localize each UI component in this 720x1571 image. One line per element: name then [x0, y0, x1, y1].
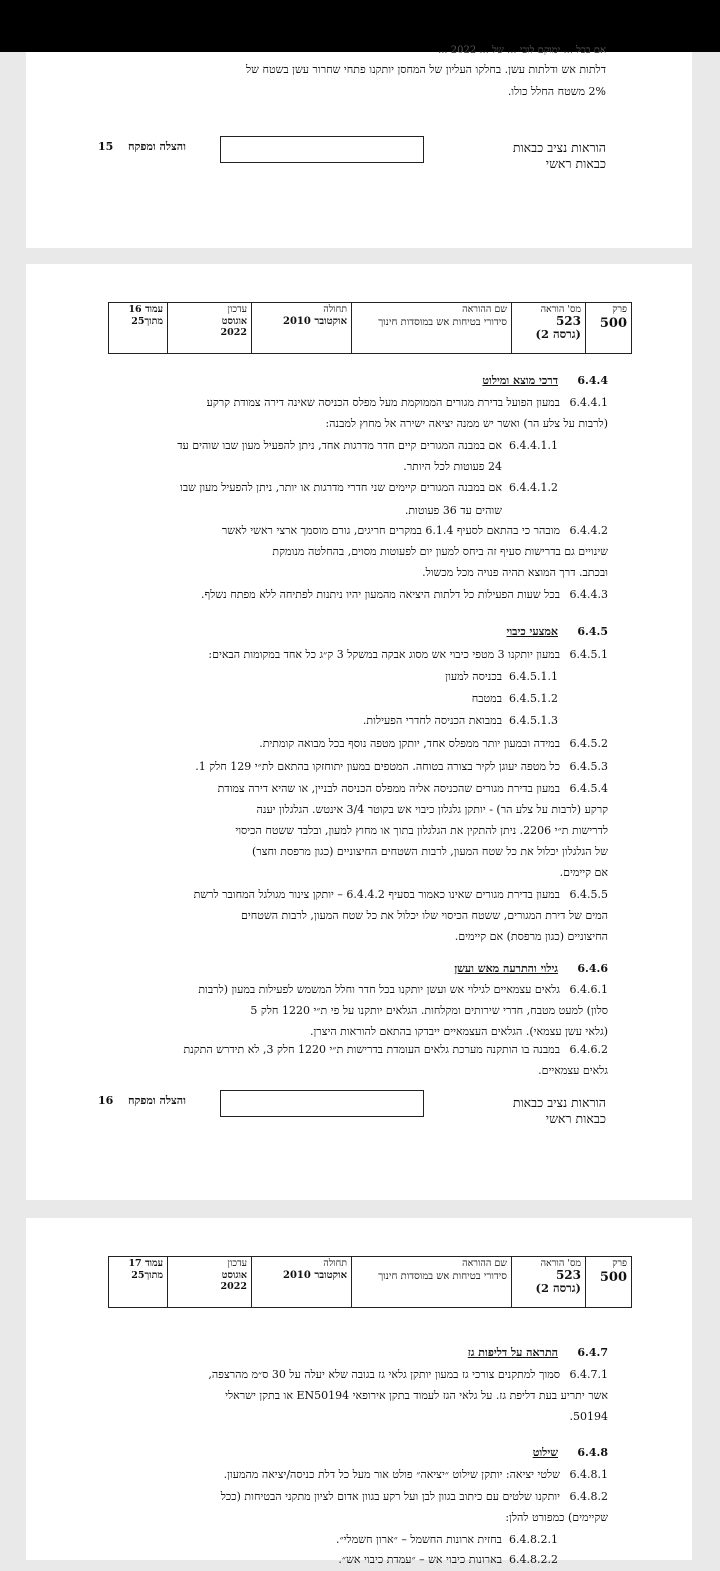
document-page-16	[26, 264, 692, 1200]
clause-text: סלון) למעט מטבח, חדרי שירותים ומקלחות. הגלאים יותקנו על פי ת״י 1220 חלק 5	[250, 1004, 608, 1017]
clause-number: 6.4.4.2	[569, 524, 608, 537]
footer-left	[128, 1094, 186, 1107]
clause-number: 6.4.4.1.1	[509, 439, 558, 452]
clause-number: 6.4.6.1	[569, 983, 608, 996]
clause-number: 6.4.5.3	[569, 760, 608, 773]
footer-subtitle: כבאות ראשי	[545, 1111, 606, 1126]
footer-left	[128, 140, 186, 153]
clause-text: שינויים גם בדרישות סעיף זה ביחס למעון יום לפעוטות מסוים, בהחלטה מנומקת	[272, 545, 608, 558]
clause-text: במעון בדירת מגורים שהכניסה אליה ממפלס הכניסה לבניין, או שהיא דירה צמודת	[217, 782, 560, 795]
clause-number: 6.4.4.3	[569, 588, 608, 601]
header-page-cell	[107, 1257, 167, 1307]
clause-text: גלאים עצמאיים.	[538, 1064, 608, 1077]
page-number: 15	[98, 140, 114, 153]
footer-left-text: והצלה ומפקח	[128, 1094, 186, 1107]
clause-text: ובכתב. דרך המוצא תהיה פנויה מכל מכשול.	[422, 566, 608, 579]
order-no-value: 523	[555, 313, 581, 328]
effective-label: תחולה	[323, 1258, 347, 1269]
clause-text: (גלאי עשן עצמאי). הגלאים העצמאיים ייבדקו בהתאם להוראות היצרן.	[309, 1025, 608, 1038]
clause-text: במעון בדירת מגורים שאינו כאמור בסעיף 6.4.4.2 – יותקן צינור מגולגל המחובר לרשת	[193, 888, 560, 901]
update-year: 2022	[220, 327, 247, 338]
clause-number: 6.4.5.2	[569, 737, 608, 750]
header-page-cell	[107, 303, 167, 353]
section-number: 6.4.7	[577, 1346, 608, 1359]
page-no: 16	[128, 304, 142, 315]
footer-signature-box	[220, 1090, 424, 1117]
section-number: 6.4.4	[577, 374, 608, 387]
chapter-label: פרק	[612, 304, 627, 315]
clause-text: במעון יותקנו 3 מטפי כיבוי אש מסוג אבקה במשקל 3 ק״ג כל אחד במקומות הבאים:	[208, 648, 560, 661]
page-label: עמוד	[144, 1258, 163, 1269]
clause-number: 6.4.8.2	[569, 1490, 608, 1503]
total-pages: 25	[131, 315, 145, 327]
clause-text: שוהים עד 36 פעוטות.	[404, 504, 502, 517]
footer-right	[513, 140, 606, 172]
document-header-table	[108, 302, 632, 354]
header-order-cell	[511, 303, 585, 353]
order-name-label: שם ההוראה	[462, 1258, 507, 1269]
clause-text: 24 פעוטות לכל היותר.	[403, 460, 502, 473]
document-page-17	[26, 1218, 692, 1566]
section-title: התראה על דליפות גז	[467, 1346, 558, 1359]
text-line: דלתות אש ודלתות עשן. בחלקו העליון של המחסן יותקנו פתחי שחרור עשן בשטח של	[246, 63, 606, 76]
clause-text: אם במבנה המגורים קיימים שני חדרי מדרגות או יותר, ניתן להפעיל מעון שבו	[180, 481, 502, 494]
clause-number: 6.4.6.2	[569, 1043, 608, 1056]
update-label: עדכון	[227, 304, 247, 315]
header-chapter-cell	[585, 1257, 631, 1307]
clause-text: המים של דירת המגורים, ששטח הכיסוי שלו יכלול את כל שטח המעון, לרבות השטחים	[241, 909, 608, 922]
text-line: 2% משטח החלל כולו.	[507, 85, 606, 98]
page-label: עמוד	[144, 304, 163, 315]
total-pages: 25	[131, 1269, 145, 1281]
update-month: אוגוסט	[221, 315, 247, 327]
header-name-cell	[351, 1257, 511, 1307]
clause-text: לדרישות ת״י 2206. ניתן להתקין את הגלגלון בתוך או מחוץ למעון, ובלבד ששטח הכיסוי	[235, 824, 608, 837]
clause-number: 6.4.8.2.1	[509, 1533, 558, 1546]
chapter-value: 500	[599, 315, 627, 331]
page-no: 17	[128, 1258, 142, 1269]
clause-number: 6.4.8.1	[569, 1468, 608, 1481]
clause-text: במטבח	[471, 692, 502, 705]
order-name-value: סידורי בטיחות אש במוסדות חינוך	[378, 316, 507, 328]
order-name-label: שם ההוראה	[462, 304, 507, 315]
clause-number: 6.4.4.1.2	[509, 481, 558, 494]
clause-text: כל מטפה יעוגן לקיר בצורה בטוחה. המטפים במעון יתוחזקו בהתאם לת״י 129 חלק 1.	[195, 760, 560, 773]
clause-text: בחזית ארונות החשמל – ״ארון חשמלי״.	[336, 1533, 502, 1546]
clause-text: החיצוניים (כגון מרפסת) אם קיימים.	[454, 930, 608, 943]
clause-text: במעון הפועל בדירת מגורים הממוקמת מעל מפלס הכניסה שאינה דירה צמודת קרקע	[206, 396, 560, 409]
footer-title: הוראות נציב כבאות	[512, 140, 606, 155]
clause-text: (לרבות על צלע הר) ואשר יש ממנה יציאה ישירה אל מחוץ למבנה:	[325, 417, 608, 430]
header-update-cell	[167, 1257, 251, 1307]
header-order-cell	[511, 1257, 585, 1307]
footer-signature-box	[220, 136, 424, 163]
clause-text: 50194.	[569, 1410, 608, 1423]
clause-number: 6.4.5.4	[569, 782, 608, 795]
section-title: דרכי מוצא ומילוט	[482, 374, 558, 387]
clause-text: סמוך למתקנים צורכי גז במעון יותקן גלאי גז בגובה שלא יעלה על 30 ס״מ מהרצפה,	[208, 1368, 560, 1381]
clause-number: 6.4.7.1	[569, 1368, 608, 1381]
of-label: מתוך	[144, 1269, 163, 1281]
clause-text: שלטי יציאה: יותקן שילוט ״יציאה״ פולט אור מעל כל דלת כניסה/יציאה מהמעון.	[223, 1468, 560, 1481]
section-title: גילוי והתרעה מאש ועשן	[454, 962, 558, 975]
document-page-15	[26, 45, 692, 248]
clause-text: בארונות כיבוי אש – ״עמדת כיבוי אש״.	[338, 1553, 502, 1566]
top-status-bar	[0, 0, 720, 52]
header-update-cell	[167, 303, 251, 353]
order-no-label: מס' הוראה	[540, 304, 581, 315]
chapter-label: פרק	[612, 1258, 627, 1269]
clause-number: 6.4.5.1.3	[509, 714, 558, 727]
clause-text: אם קיימים.	[559, 866, 608, 879]
footer-subtitle: כבאות ראשי	[545, 156, 606, 171]
of-label: מתוך	[144, 315, 163, 327]
section-number: 6.4.6	[577, 962, 608, 975]
clause-number: 6.4.8.2.2	[509, 1553, 558, 1566]
section-number: 6.4.5	[577, 625, 608, 638]
order-no-value: 523	[555, 1267, 581, 1282]
document-header-table	[108, 1256, 632, 1308]
clause-number: 6.4.5.5	[569, 888, 608, 901]
footer-right	[513, 1095, 606, 1127]
header-name-cell	[351, 303, 511, 353]
clause-number: 6.4.5.1	[569, 648, 608, 661]
footer-title: הוראות נציב כבאות	[512, 1095, 606, 1110]
clause-number: 6.4.5.1.2	[509, 692, 558, 705]
version-value: (גרסה 2)	[535, 1281, 581, 1295]
footer-left-text: והצלה ומפקח	[128, 140, 186, 153]
clause-text: מובהר כי בהתאם לסעיף 6.1.4 במקרים חריגים, גורם מוסמך ארצי ראשי לאשר	[221, 524, 560, 537]
update-label: עדכון	[227, 1258, 247, 1269]
clause-text: בכניסה למעון	[445, 670, 502, 683]
clause-number: 6.4.5.1.1	[509, 670, 558, 683]
clause-text: גלאים עצמאיים לגילוי אש ועשן יותקנו בכל חדר וחלל המשמש לפעילות במעון (לרבות	[198, 983, 560, 996]
order-no-label: מס' הוראה	[540, 1258, 581, 1269]
clause-text: קרקע (לרבות על צלע הר) - יותקן גלגלון כיבוי אש בקוטר 3/4 אינטש. הגלגלון יענה	[256, 803, 608, 816]
effective-value: אוקטובר 2010	[283, 1269, 347, 1281]
clause-text: בכל שעות הפעילות כל דלתות היציאה מהמעון יהיו ניתנות לפתיחה ללא מפתח נשלף.	[201, 588, 560, 601]
clause-text: במבנה בו הותקנה מערכת גלאים העומדת בדרישות ת״י 1220 חלק 3, לא תידרש התקנת	[183, 1043, 560, 1056]
section-number: 6.4.8	[577, 1446, 608, 1459]
header-chapter-cell	[585, 303, 631, 353]
clause-text: אשר יתריע בעת דליפת גז. על גלאי הגז לעמוד בתקן אירופאי EN50194 או בתקן ישראלי	[225, 1389, 608, 1402]
update-year: 2022	[220, 1281, 247, 1292]
effective-label: תחולה	[323, 304, 347, 315]
header-effective-cell	[251, 1257, 351, 1307]
clause-text: שקיימים) כמפורט להלן:	[505, 1511, 608, 1524]
clause-text: של הגלגלון יכלול את כל שטח המעון, לרבות השטחים החיצוניים (כגון מרפסת וחצר)	[252, 845, 608, 858]
version-value: (גרסה 2)	[535, 327, 581, 341]
page-number: 16	[98, 1094, 114, 1107]
clause-text: יותקנו שלטים עם כיתוב בגוון לבן ועל רקע בגוון אדום לציון מתקני הבטיחות (ככל	[220, 1490, 560, 1503]
clause-number: 6.4.4.1	[569, 396, 608, 409]
section-title: אמצעי כיבוי	[506, 625, 558, 638]
update-month: אוגוסט	[221, 1269, 247, 1281]
header-effective-cell	[251, 303, 351, 353]
order-name-value: סידורי בטיחות אש במוסדות חינוך	[378, 1270, 507, 1282]
effective-value: אוקטובר 2010	[283, 315, 347, 327]
clause-text: אם במבנה המגורים קיים חדר מדרגות אחד, ניתן להפעיל מעון שבו שוהים עד	[177, 439, 502, 452]
chapter-value: 500	[599, 1269, 627, 1285]
cut-off-line: אם בכל ... ימוקם לובי ... של ... 2022 ...	[438, 45, 606, 56]
section-title: שילוט	[532, 1446, 558, 1459]
clause-text: במידה ובמעון יותר ממפלס אחד, יותקן מטפה נוסף בכל מבואה קומתית.	[259, 737, 560, 750]
clause-text: במבואת הכניסה לחדרי הפעילות.	[362, 714, 502, 727]
